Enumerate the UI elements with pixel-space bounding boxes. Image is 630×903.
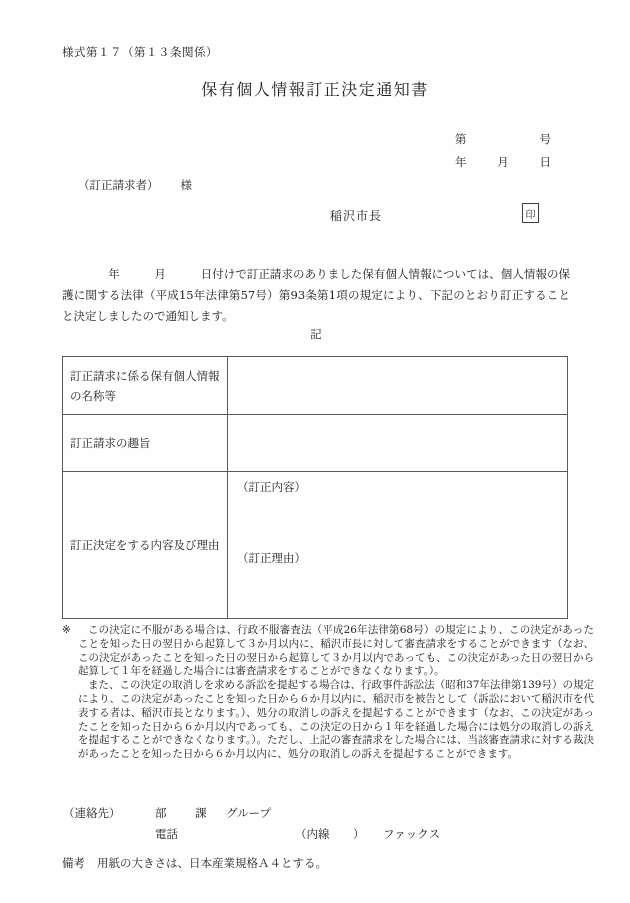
table-row	[63, 471, 567, 618]
row-label-personal-info-name: 訂正請求に係る保有個人情報の名称等	[63, 357, 228, 414]
issuer-name: 稲沢市長	[330, 209, 383, 223]
row-label-request-purpose: 訂正請求の趣旨	[63, 415, 228, 471]
row-value-decision-content-reason	[228, 472, 567, 618]
document-date-line	[455, 154, 551, 170]
row-value-personal-info-name	[228, 357, 567, 414]
addressee-label: （訂正請求者）	[78, 178, 159, 192]
contact-department-label: 部	[155, 806, 167, 820]
note-paragraph-appeal: この決定に不服がある場合は、行政不服審査法（平成26年法律第68号）の規定により、この決定があったことを知った日の翌日から起算して３か月以内に、稲沢市長に対して審査請求をすることができます（なお、この決定があったことを知った日の翌日から起算して３か月以内であっても、この決定があった日の翌日から起算して１年を経過した場合には審査請求をすることができなくなります。）。	[78, 624, 594, 678]
note-text	[78, 624, 594, 762]
seal-box	[522, 203, 539, 223]
document-number-prefix: 第	[455, 132, 467, 146]
contact-fax-label: ファックス	[383, 827, 441, 841]
correction-content-label: （訂正内容）	[237, 480, 306, 494]
addressee-honorific: 様	[180, 178, 192, 192]
list-start-marker: 記	[310, 327, 322, 341]
correction-reason-label: （訂正理由）	[237, 551, 306, 565]
seal-character: 印	[525, 209, 536, 221]
note-paragraph-lawsuit: また、この決定の取消しを求める訴訟を提起する場合は、行政事件訴訟法（昭和37年法律第139号）の規定により、この決定があったことを知った日から６か月以内に、稲沢市を被告として（訴訟において稲沢市を代表する者は、稲沢市長となります。）、処分の取消しの訴えを提起することができます（なお、この決定があったことを知った日から６か月以内であっても、この決定の日から１年を経過した場合には処分の取消しの訴えを提起することができなくなります。）。ただし、上記の審査請求をした場合には、当該審査請求に対する裁決があったことを知った日から６か月以内に、処分の取消しの訴えを提起することができます。	[78, 679, 594, 761]
document-title: 保有個人情報訂正決定通知書	[201, 80, 429, 99]
document-number-suffix: 号	[539, 132, 551, 146]
remarks-text: 用紙の大きさは、日本産業規格Ａ４とする。	[97, 856, 327, 870]
remarks-line	[62, 855, 327, 871]
contact-section-label: 課	[195, 806, 207, 820]
body-paragraph: 年 月 日付けで訂正請求のありました保有個人情報については、個人情報の保護に関する法律（平成15年法律第57号）第93条第1項の規定により、下記のとおり訂正することと決定しましたので通知します。	[62, 267, 570, 323]
contact-label: （連絡先）	[63, 806, 121, 820]
form-number: 様式第１７（第１３条関係）	[62, 45, 218, 59]
note-asterisk-marker: ※	[62, 624, 71, 636]
contact-extension-close: ）	[353, 827, 365, 841]
date-day-label: 日	[539, 155, 551, 169]
contact-phone-label: 電話	[155, 827, 178, 841]
remarks-label: 備考	[62, 856, 85, 870]
row-value-request-purpose	[228, 415, 567, 471]
table-row	[63, 357, 567, 414]
row-label-decision-content-reason: 訂正決定をする内容及び理由	[63, 472, 228, 618]
addressee-line	[78, 177, 192, 193]
table-row	[63, 414, 567, 471]
contact-extension-open: （内線	[295, 827, 330, 841]
correction-table	[62, 356, 568, 619]
contact-group-label: グループ	[226, 806, 272, 820]
date-month-label: 月	[497, 155, 509, 169]
document-number-line	[455, 131, 551, 147]
date-year-label: 年	[455, 155, 467, 169]
